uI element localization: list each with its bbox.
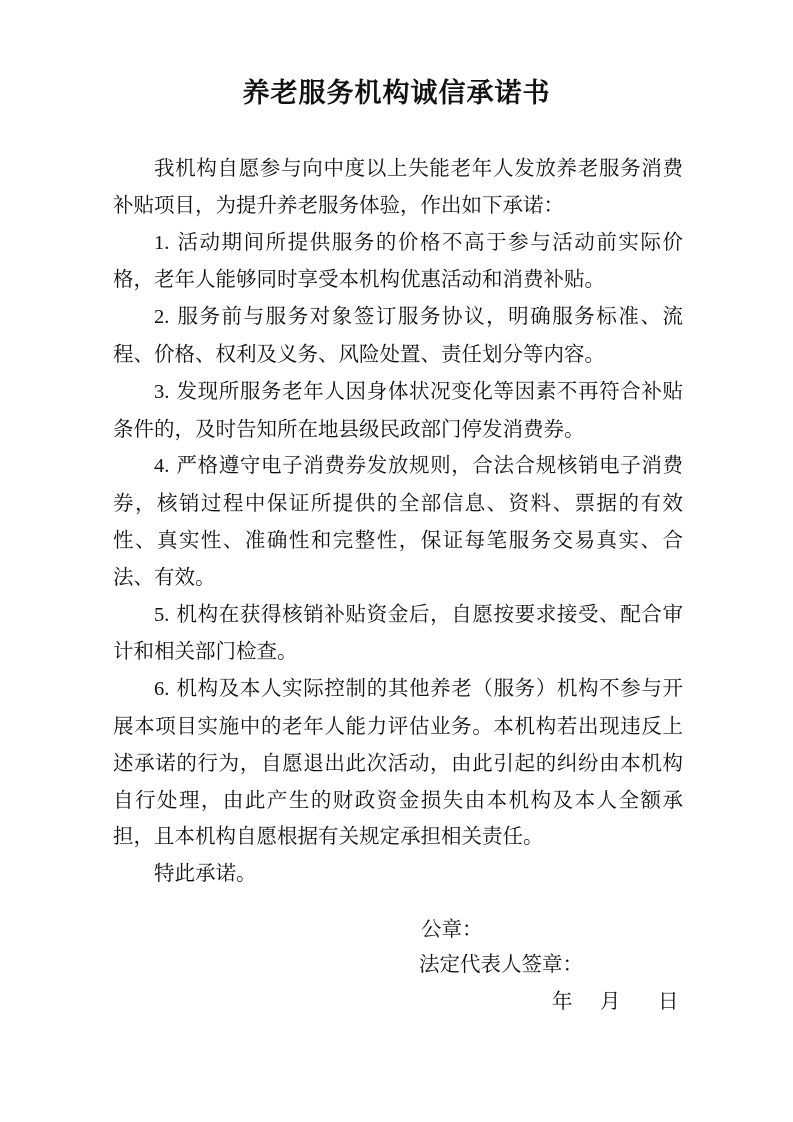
item-text: 机构在获得核销补贴资金后，自愿按要求接受、配合审计和相关部门检查。 [113,601,683,664]
commitment-item-4 [113,447,683,595]
item-number: 1. [154,231,170,254]
item-number: 6. [154,678,170,701]
commitment-item-5 [113,596,683,671]
commitment-item-1 [113,224,683,299]
date-year: 年 [552,989,573,1013]
item-text: 严格遵守电子消费券发放规则，合法合规核销电子消费券，核销过程中保证所提供的全部信息、资料、票据的有效性、真实性、准确性和完整性，保证每笔服务交易真实、合法、有效。 [113,453,683,589]
item-text: 机构及本人实际控制的其他养老（服务）机构不参与开展本项目实施中的老年人能力评估业务。本机构若出现违反上述承诺的行为，自愿退出此次活动，由此引起的纠纷由本机构自行处理，由此产生的财政资金损失由本机构及本人全额承担，且本机构自愿根据有关规定承担相关责任。 [113,676,683,849]
item-number: 2. [154,306,170,329]
document-title: 养老服务机构诚信承诺书 [242,78,551,109]
seal-label: 公章： [421,917,483,941]
item-text: 活动期间所提供服务的价格不高于参与活动前实际价格，老年人能够同时享受本机构优惠活动和消费补贴。 [113,229,683,292]
commitment-item-6 [113,670,683,855]
date-line [552,983,679,1019]
item-text: 服务前与服务对象签订服务协议，明确服务标准、流程、价格、权利及义务、风险处置、责任划分等内容。 [113,304,683,366]
item-text: 发现所服务老年人因身体状况变化等因素不再符合补贴条件的，及时告知所在地县级民政部门停发消费券。 [113,378,683,441]
legal-representative-label: 法定代表人签章： [419,952,583,976]
item-number: 3. [154,380,170,403]
item-number: 5. [154,603,170,626]
intro-paragraph: 我机构自愿参与向中度以上失能老年人发放养老服务消费补贴项目，为提升养老服务体验，作出如下承诺： [113,156,683,217]
date-day: 日 [658,989,679,1013]
commitment-item-3 [113,373,683,448]
closing-line: 特此承诺。 [154,861,257,886]
commitment-item-2 [113,298,683,373]
document-body [113,150,683,892]
item-number: 4. [154,455,170,478]
date-month: 月 [600,989,621,1013]
